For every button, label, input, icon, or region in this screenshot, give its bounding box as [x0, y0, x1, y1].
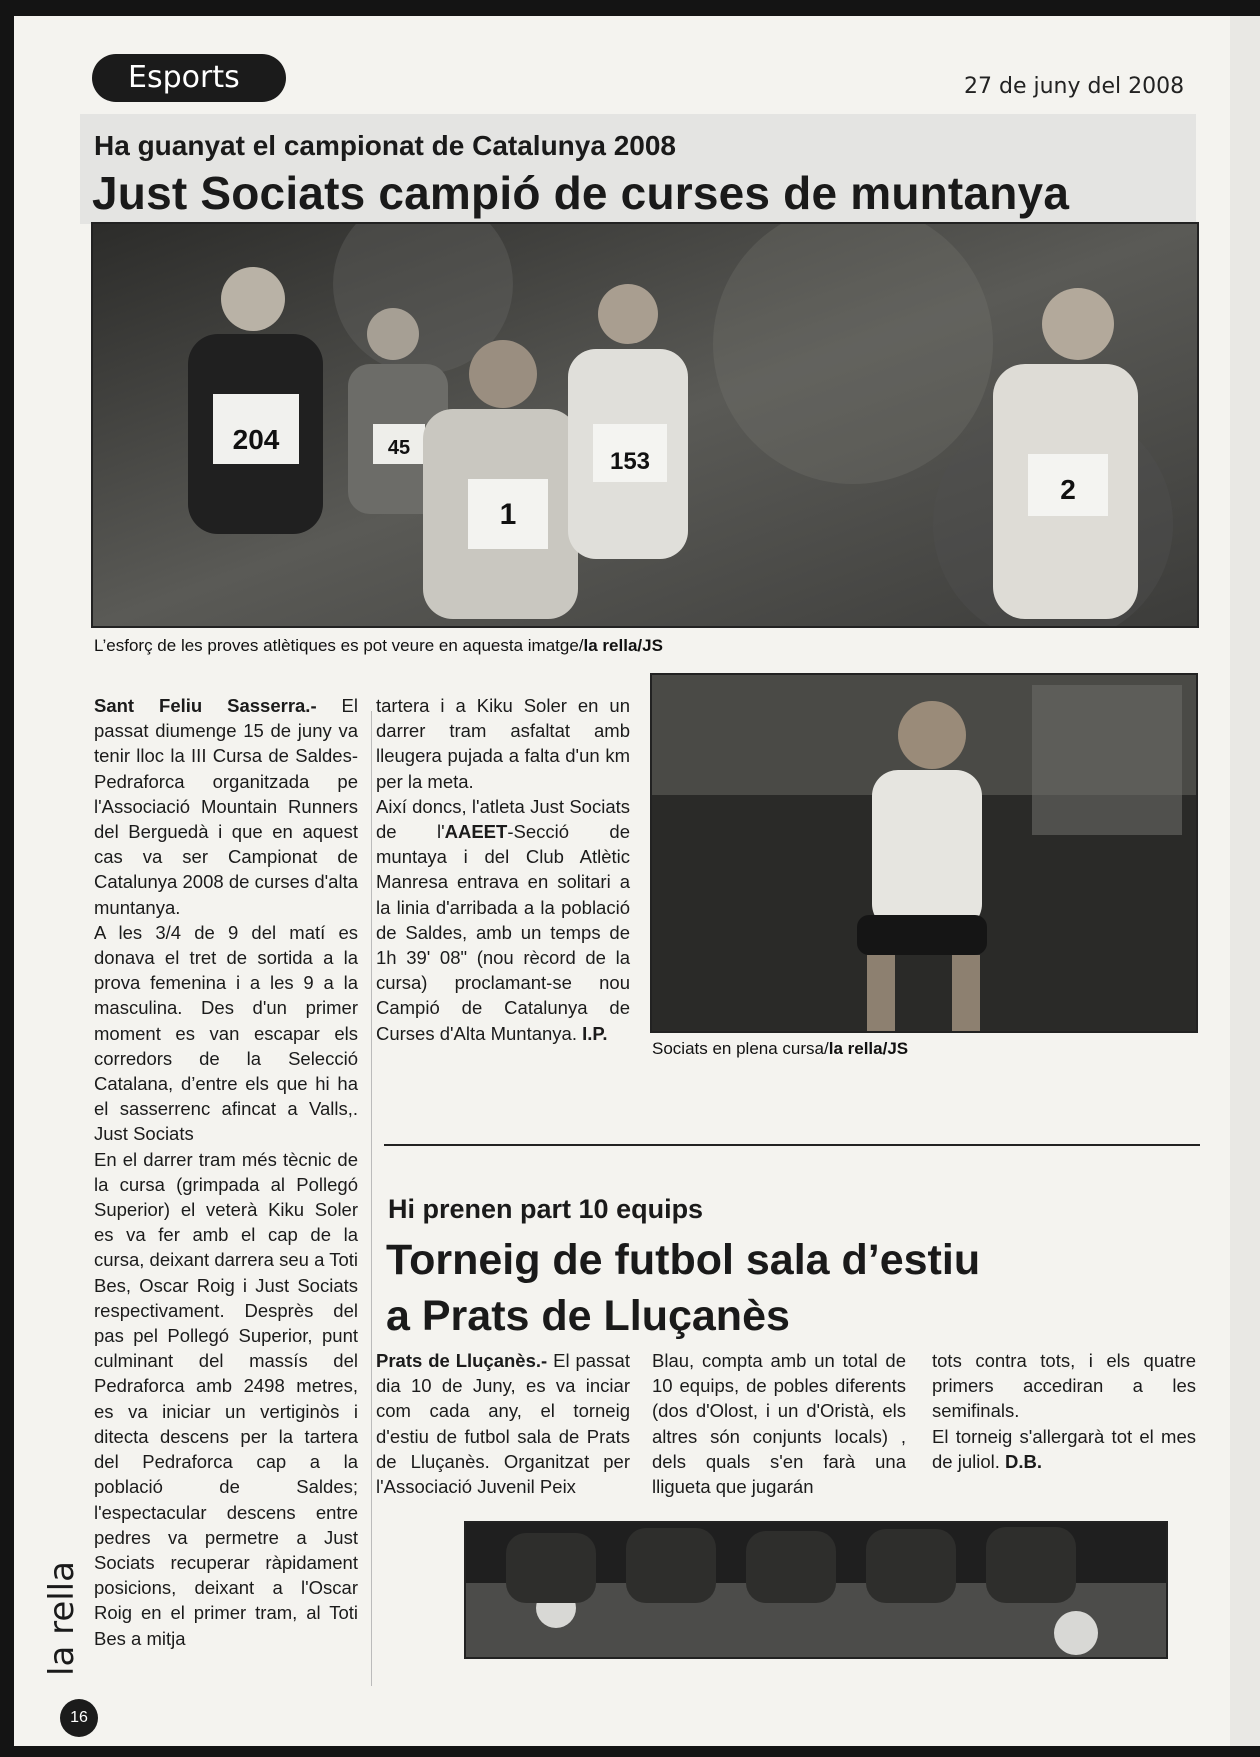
article1-kicker: Ha guanyat el campionat de Catalunya 2008: [94, 130, 676, 161]
publication-logo: la rella: [42, 1561, 82, 1676]
article2-column-3: tots contra tots, i els quatre primers accediran a les semifinals. El torneig s'allergarà tot el mes de juliol. D.B.: [932, 1350, 1196, 1472]
svg-text:204: 204: [232, 424, 280, 455]
article2-column-2: Blau, compta amb un total de 10 equips, de pobles diferents (dos d'Olost, i un d'Oristà, els altres són conjunts locals) , dels quals s'en farà una lligueta que jugarán: [652, 1350, 906, 1498]
article2-signature: D.B.: [1005, 1450, 1043, 1472]
article1-paragraph-2: A les 3/4 de 9 del matí es donava el tret de sortida a la prova femenina i a les 9 a la masculina. Des d'un primer moment es van escapar els corredors de la Selecció Catalana, d’entre els que hi ha el sasserrenc afincat a Valls,. Just Sociats: [94, 921, 358, 1145]
side-photo-caption: Sociats en plena cursa/la rella/JS: [652, 1039, 909, 1058]
football-team-photo: [464, 1521, 1168, 1659]
article2-kicker: Hi prenen part 10 equips: [388, 1194, 704, 1224]
page-number-badge: 16: [60, 1699, 98, 1737]
column-divider: [371, 711, 372, 1686]
newspaper-page: [14, 16, 1230, 1746]
svg-text:2: 2: [1060, 474, 1076, 505]
facing-page-edge: [1230, 16, 1260, 1746]
article1-column-2: tartera i a Kiku Soler en un darrer tram asfaltat amb lleugera pujada a falta d'un km per la meta. Així doncs, l'atleta Just Sociats de l'AAEET-Secció de muntaya i del Club Atlètic Manresa entrava en solitari a la linia d'arribada a la població de Saldes, amb un temps de 1h 39' 08" (nou rècord de la cursa) proclamant-se nou Campió de Catalunya de Curses d'Alta Muntanya. I.P.: [376, 695, 630, 1044]
issue-date: 27 de juny del 2008: [964, 74, 1185, 99]
side-race-photo: [650, 673, 1198, 1033]
article1-column-1: Sant Feliu Sasserra.- El passat diumenge 15 de juny va tenir lloc la III Cursa de Saldes-Pedraforca organitzada pe l'Associació Mountain Runners del Berguedà i que en aquest cas va ser Campionat de Catalunya 2008 de curses d'alta muntanya. A les 3/4 de 9 del matí es donava el tret de sortida a la prova femenina i a les 9 a la masculina. Des d'un primer moment es van escapar els corredors de la Selecció Catalana, d’entre els que hi ha el sasserrenc afincat a Valls,. Just Sociats En el darrer tram més tècnic de la cursa (grimpada al Pollegó Superior) el veterà Kiku Soler es va fer amb el cap de la cursa, deixant darrera seu a Toti Bes, Oscar Roig i Just Sociats respectivament. Desprès del pas pel Pollegó Superior, punt culminant del massís del Pedraforca amb 2498 metres, es va iniciar un vertiginòs i ditecta descens per la tartera del Pedraforca cap a la població de Saldes; l'espectacular descens entre pedres va permetre a Just Sociats recuperar ràpidament posicions, deixant a l'Oscar Roig en el primer tram, al Toti Bes a mitja: [94, 693, 358, 1651]
svg-text:45: 45: [387, 437, 411, 459]
article1-headline: Just Sociats campió de curses de muntanya: [92, 167, 1070, 219]
article1-paragraph-3: En el darrer tram més tècnic de la cursa (grimpada al Pollegó Superior) el veterà Kiku Soler es va fer amb el cap de la cursa, deixant darrera seu a Toti Bes, Oscar Roig i Just Sociats respectivament. Desprès del pas pel Pollegó Superior, punt culminant del massís del Pedraforca amb 2498 metres, es va iniciar un vertiginòs i ditecta descens per la tartera del Pedraforca cap a la població de Saldes; l'espectacular descens entre pedres va permetre a Just Sociats recuperar ràpidament posicions, deixant a l'Oscar Roig en el primer tram, al Toti Bes a mitja: [94, 1148, 358, 1649]
svg-text:153: 153: [609, 448, 651, 475]
svg-text:1: 1: [499, 498, 517, 531]
article-separator: [384, 1144, 1200, 1146]
section-label: Esports: [92, 54, 286, 102]
article2-dateline: Prats de Lluçanès.-: [376, 1350, 548, 1371]
article2-column-1: Prats de Lluçanès.- El passat dia 10 de Juny, es va inciar com cada any, el torneig d'estiu de futbol sala de Prats de Lluçanès. Organitzat per l'Associació Juvenil Peix: [376, 1350, 630, 1498]
article1-dateline: Sant Feliu Sasserra.-: [94, 695, 317, 716]
main-photo-caption: L’esforç de les proves atlètiques es pot veure en aquesta imatge/la rella/JS: [94, 636, 663, 655]
main-race-photo: [91, 222, 1199, 628]
article1-signature: I.P.: [582, 1022, 608, 1044]
article2-headline: Torneig de futbol sala d’estiu a Prats de Lluçanès: [386, 1236, 981, 1340]
